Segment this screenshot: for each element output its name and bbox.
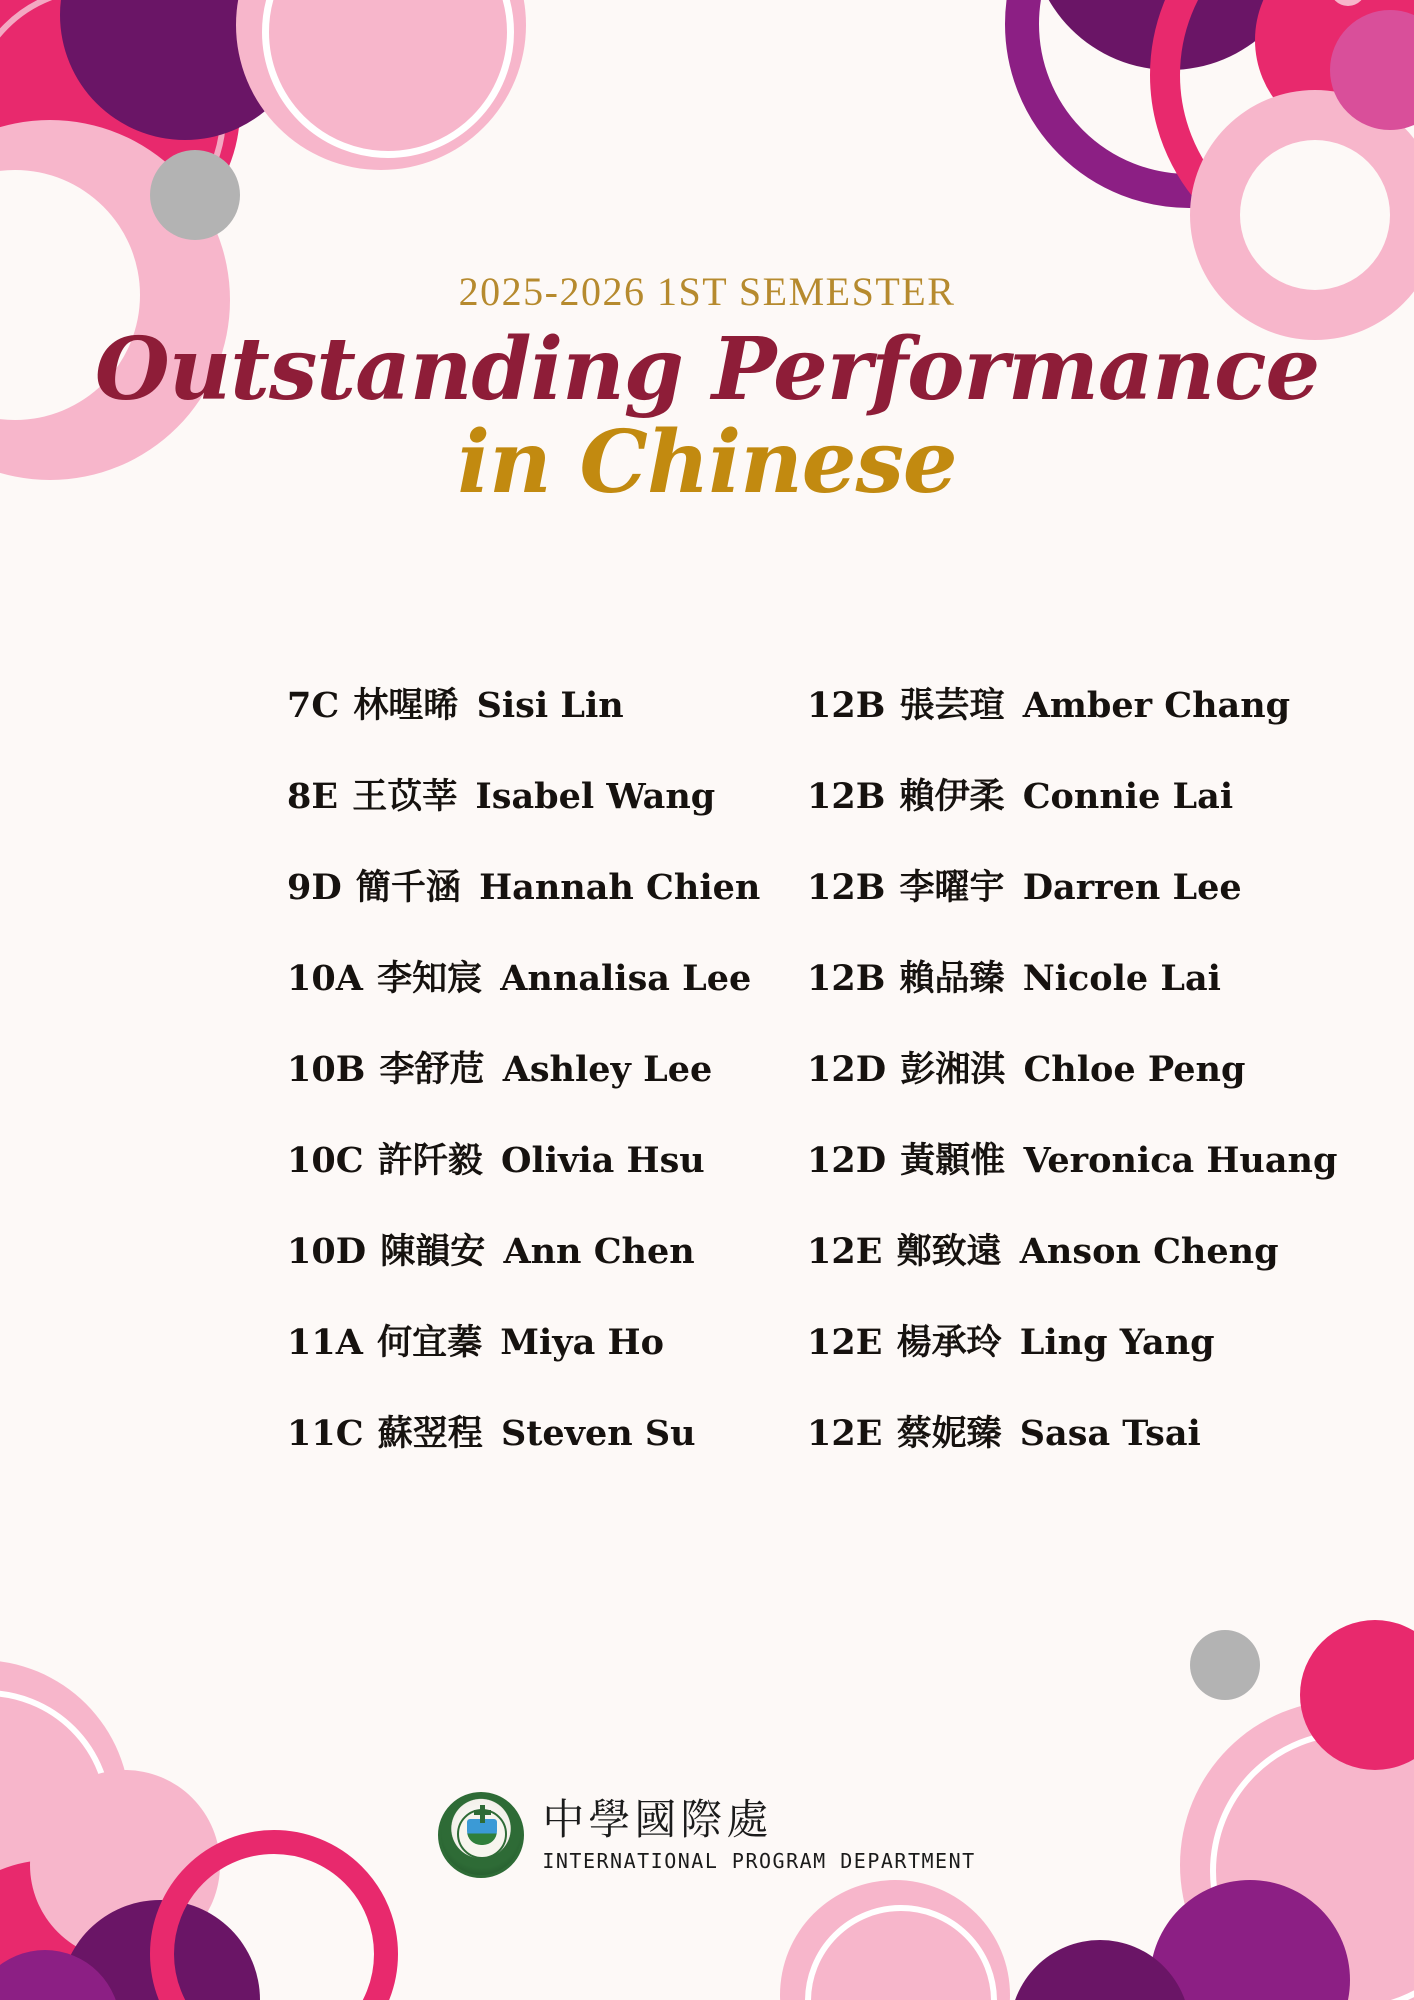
student-name-en: Ashley Lee [502,1049,713,1090]
student-name-en: Annalisa Lee [500,958,752,999]
department-name-en: INTERNATIONAL PROGRAM DEPARTMENT [542,1849,976,1874]
student-class: 8E [287,776,339,817]
student-class: 12E [807,1322,883,1363]
student-name-en: Isabel Wang [475,776,716,817]
student-name-en: Sasa Tsai [1019,1413,1201,1454]
student-name-en: Connie Lai [1022,776,1234,817]
list-item [807,1297,1267,1388]
list-item [287,1206,707,1297]
decor-circle [150,150,240,240]
student-name-en: Hannah Chien [479,867,761,908]
student-class: 12E [807,1231,883,1272]
student-name-cn: 何宜蓁 [377,1322,483,1363]
list-item [807,842,1267,933]
student-name-cn: 蘇翌程 [377,1413,483,1454]
student-name-cn: 林暒晞 [353,685,459,726]
department-name-cn: 中學國際處 [542,1794,773,1844]
page-subtitle: in Chinese [457,412,957,514]
student-class: 11A [287,1322,363,1363]
student-name-en: Olivia Hsu [500,1140,705,1181]
student-name-cn: 李舒苊 [379,1049,485,1090]
list-item [807,1388,1267,1479]
list-item [287,1115,707,1206]
student-class: 12D [807,1140,887,1181]
list-item [807,1206,1279,1297]
student-class: 10A [287,958,363,999]
student-name-cn: 彭湘淇 [900,1049,1006,1090]
student-class: 7C [287,685,340,726]
student-class: 12D [807,1049,887,1090]
decor-circle [1190,1630,1260,1700]
student-name-cn: 張芸瑄 [899,685,1005,726]
student-name-cn: 楊承玲 [896,1322,1002,1363]
student-name-en: Amber Chang [1022,685,1291,726]
student-name-cn: 許阡毅 [377,1140,483,1181]
award-list-left-column [147,660,761,1479]
student-name-en: Darren Lee [1022,867,1242,908]
student-name-en: Anson Cheng [1019,1231,1279,1272]
list-item [287,842,761,933]
list-item [287,660,707,751]
poster-header [0,268,1414,512]
student-name-en: Veronica Huang [1023,1140,1338,1181]
student-class: 10C [287,1140,364,1181]
student-class: 10D [287,1231,367,1272]
student-name-cn: 賴品臻 [899,958,1005,999]
student-name-en: Ann Chen [503,1231,695,1272]
list-item [287,751,716,842]
student-class: 12B [807,776,886,817]
student-name-cn: 蔡妮臻 [896,1413,1002,1454]
department-block [542,1794,976,1874]
student-class: 12B [807,867,886,908]
student-class: 12B [807,685,886,726]
student-name-en: Ling Yang [1019,1322,1215,1363]
list-item [287,1297,707,1388]
student-name-en: Sisi Lin [476,685,624,726]
list-item [287,1024,713,1115]
list-item [807,933,1267,1024]
student-name-cn: 黃顥惟 [900,1140,1006,1181]
list-item [287,1388,707,1479]
student-name-cn: 賴伊柔 [899,776,1005,817]
student-name-cn: 簡千涵 [355,867,461,908]
student-name-en: Nicole Lai [1022,958,1221,999]
page-title: Outstanding Performance [94,319,1320,420]
student-name-cn: 陳韻安 [380,1231,486,1272]
list-item [287,933,752,1024]
school-crest-icon [438,1792,524,1878]
student-name-en: Steven Su [500,1413,696,1454]
student-name-cn: 鄭致遠 [896,1231,1002,1272]
poster-footer [0,1792,1414,1878]
list-item [807,751,1267,842]
student-class: 12B [807,958,886,999]
list-item [807,1115,1338,1206]
student-name-cn: 王苡莘 [352,776,458,817]
student-name-cn: 李曜宇 [899,867,1005,908]
student-name-cn: 李知宸 [377,958,483,999]
student-class: 9D [287,867,342,908]
list-item [807,1024,1267,1115]
award-list-right-column [707,660,1338,1479]
student-name-en: Miya Ho [500,1322,664,1363]
list-item [807,660,1291,751]
student-name-en: Chloe Peng [1023,1049,1246,1090]
award-list [0,660,1414,1479]
crest-cross-horizontal [474,1810,491,1815]
student-class: 12E [807,1413,883,1454]
student-class: 11C [287,1413,364,1454]
semester-label: 2025-2026 1ST SEMESTER [458,269,956,314]
student-class: 10B [287,1049,366,1090]
